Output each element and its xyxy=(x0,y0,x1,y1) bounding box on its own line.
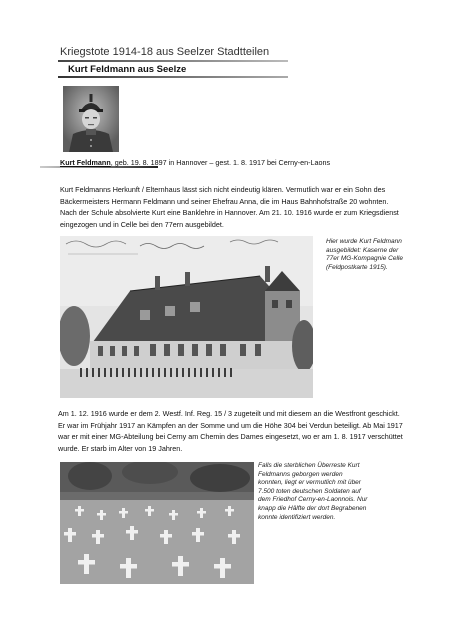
barracks-caption: Hier wurde Kurt Feldmann ausgebildet: Kaserne der 77er MG-Kompagnie Celle (Feldpostkarte 1915). xyxy=(326,238,403,271)
title-underline xyxy=(58,60,288,62)
barracks-postcard-image xyxy=(60,236,313,398)
soldier-name: Kurt Feldmann xyxy=(60,158,111,167)
paragraph-origin: Kurt Feldmanns Herkunft / Elternhaus lässt sich nicht eindeutig klären. Vermutlich war er ein Sohn des Bäckermeisters Hermann Feldmann und seiner Ehefrau Anna, die im Haus Bahnhofstraße 20 wohnten. Nach der Schule absolvierte Kurt eine Banklehre in Hannover. Am 21. 10. 1916 wurde er zum Kriegsdienst eingezogen und in Celle bei den 77ern ausgebildet. xyxy=(60,185,399,229)
cemetery-photo xyxy=(60,462,254,584)
cemetery-image xyxy=(60,462,254,584)
document-title: Kriegstote 1914-18 aus Seelzer Stadtteilen xyxy=(60,46,270,58)
soldier-portrait-photo xyxy=(63,86,119,152)
document-subtitle: Kurt Feldmann aus Seelze xyxy=(68,64,187,75)
subtitle-underline xyxy=(58,76,288,78)
soldier-portrait-image xyxy=(63,86,119,152)
birth-death-dates: , geb. 19. 8. 1897 in Hannover – gest. 1. 8. 1917 bei Cerny-en-Laons xyxy=(110,158,331,167)
cemetery-caption: Falls die sterblichen Überreste Kurt Feldmanns geborgen werden konnten, liegt er vermutlich mit über 7.500 toten deutschen Soldaten auf dem Friedhof Cerny-en-Laonnois. Nur knapp die Hälfte der dort Begrabenen konnte identifiziert werden. xyxy=(258,462,368,521)
intro-line xyxy=(60,158,420,168)
paragraph-frontline: Am 1. 12. 1916 wurde er dem 2. Westf. Inf. Reg. 15 / 3 zugeteilt und mit diesem an die Westfront geschickt. Er war im Frühjahr 1917 an Kämpfen an der Somme und um die Höhe 304 bei Verdun beteiligt. Ab Mai 1917 war er mit einer MG-Abteilung bei Cerny am Chemin des Dames eingesetzt, wo er am 1. 8. 1917 verschüttet wurde. Er starb im Alter von 19 Jahren. xyxy=(58,409,403,453)
barracks-postcard-photo xyxy=(60,236,313,398)
